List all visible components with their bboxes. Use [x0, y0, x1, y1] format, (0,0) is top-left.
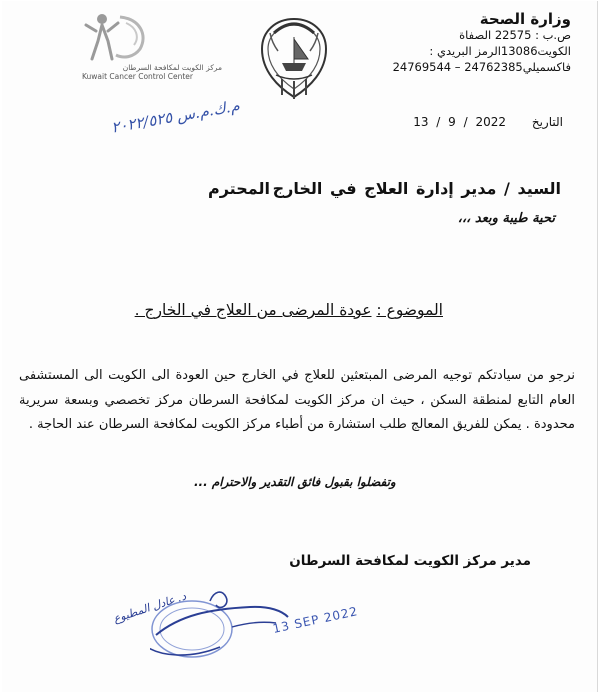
signatory-name: د. عادل المطيوع: [111, 589, 188, 626]
closing-line: وتفضلوا بقبول فائق التقدير والاحترام ...: [194, 475, 396, 489]
letter-page: [2, 1, 598, 692]
po-box: ص.ب : 22575 الصفاة: [459, 28, 571, 42]
postal-code: الكويت13086الرمز البريدي :: [429, 44, 571, 58]
letter-date: [413, 115, 563, 129]
date-value: 13 / 9 / 2022: [413, 115, 507, 129]
kcc-logo-arabic: مركز الكويت لمكافحة السرطان: [122, 63, 222, 72]
greeting: تحية طيبة وبعد ،،،: [457, 211, 555, 226]
kcc-logo-english: Kuwait Cancer Control Center: [82, 72, 193, 81]
ministry-title: وزارة الصحة: [479, 10, 571, 28]
stamp-date: 13 SEP 2022: [271, 604, 360, 636]
ministry-header: [381, 11, 571, 75]
fax-number: فاكسميلي24762385 – 24769544: [392, 60, 571, 74]
letter-body: نرجو من سيادتكم توجيه المرضى المبتعثين للعلاج في الخارج حين العودة الى الكويت الى المستشفى العام التابع لمنطقة السكن ، حيث ان مركز الكويت لمكافحة السرطان مركز تخصصي وبسعة سريرية محدودة . يمكن للفريق المعالج طلب استشارة من أطباء مركز الكويت لمكافحة السرطان عند الحاجة .: [19, 368, 575, 432]
kcc-logo-icon: [82, 11, 154, 63]
signatory-title: مدير مركز الكويت لمكافحة السرطان: [289, 553, 531, 569]
handwritten-reference: م.ك.م.س ٢٠٢٢/٥٢٥: [110, 96, 241, 137]
date-label: التاريخ: [531, 115, 563, 129]
subject-label: الموضوع :: [376, 301, 443, 319]
kcc-logo-text: [82, 63, 222, 81]
subject-text: عودة المرضى من العلاج في الخارج .: [134, 301, 372, 319]
kuwait-emblem-icon: [252, 13, 336, 103]
honorific: المحترم: [208, 179, 270, 198]
subject-line: [135, 301, 443, 319]
addressee: السيد / مدير إدارة العلاج في الخارج: [272, 179, 561, 198]
